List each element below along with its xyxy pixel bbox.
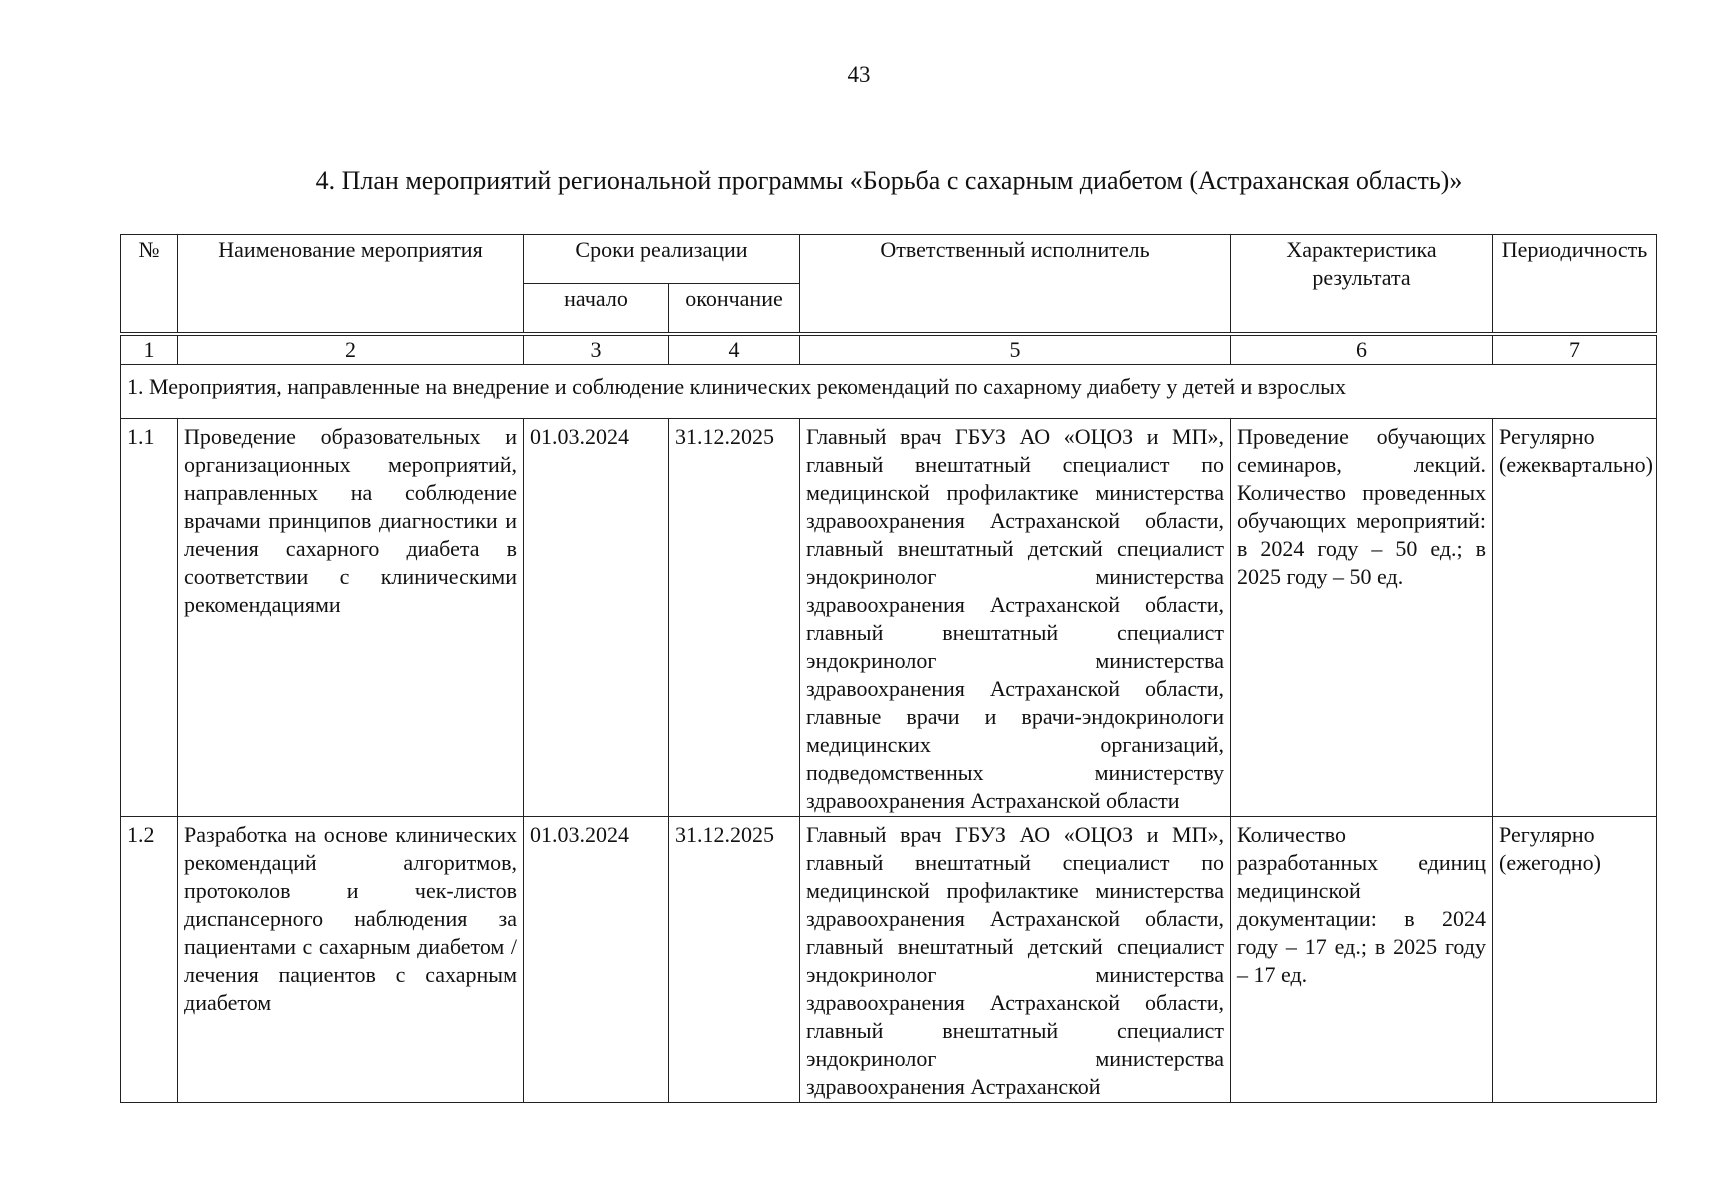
row-periodicity: Регулярно (ежеквартально) (1493, 419, 1657, 817)
column-number: 1 (121, 334, 178, 365)
row-periodicity: Регулярно (ежегодно) (1493, 817, 1657, 1103)
plan-table (120, 234, 1657, 1103)
column-number: 7 (1493, 334, 1657, 365)
page-number: 43 (847, 62, 871, 87)
header-name: Наименование мероприятия (178, 235, 524, 335)
column-number: 5 (800, 334, 1231, 365)
row-result: Количество разработанных единиц медицинской документации: в 2024 году – 17 ед.; в 2025 году – 17 ед. (1231, 817, 1493, 1103)
section-heading: 1. Мероприятия, направленные на внедрение и соблюдение клинических рекомендаций по сахарному диабету у детей и взрослых (121, 365, 1657, 419)
section-row (121, 365, 1657, 419)
column-number: 3 (524, 334, 669, 365)
row-end-date: 31.12.2025 (669, 817, 800, 1103)
row-start-date: 01.03.2024 (524, 419, 669, 817)
row-start-date: 01.03.2024 (524, 817, 669, 1103)
document-title: 4. План мероприятий региональной программы «Борьба с сахарным диабетом (Астраханская область)» (315, 166, 1463, 195)
header-timeline: Сроки реализации (524, 235, 800, 284)
table-row (121, 817, 1657, 1103)
header-responsible: Ответственный исполнитель (800, 235, 1231, 335)
row-name: Разработка на основе клинических рекомендаций алгоритмов, протоколов и чек-листов диспансерного наблюдения за пациентами с сахарным диабетом / лечения пациентов с сахарным диабетом (178, 817, 524, 1103)
header-start: начало (524, 284, 669, 335)
row-result: Проведение обучающих семинаров, лекций. Количество проведенных обучающих мероприятий: в 2024 году – 50 ед.; в 2025 году – 50 ед. (1231, 419, 1493, 817)
row-responsible: Главный врач ГБУЗ АО «ОЦОЗ и МП», главный внештатный специалист по медицинской профилактике министерства здравоохранения Астраханской области, главный внештатный детский специалист эндокринолог министерства здравоохранения Астраханской области, главный внештатный специалист эндокринолог министерства здравоохранения Астраханской области, главные врачи и врачи-эндокринологи медицинских организаций, подведомственных министерству здравоохранения Астраханской области (800, 419, 1231, 817)
header-periodicity (1493, 235, 1657, 335)
row-number: 1.1 (121, 419, 178, 817)
column-number: 2 (178, 334, 524, 365)
header-result (1231, 235, 1493, 335)
header-end: окончание (669, 284, 800, 335)
header-periodicity-text: Периодичность (1501, 237, 1648, 262)
header-result-text: Характеристика результата (1286, 237, 1437, 290)
column-number: 6 (1231, 334, 1493, 365)
column-numbers-row (121, 334, 1657, 365)
table-row (121, 419, 1657, 817)
row-end-date: 31.12.2025 (669, 419, 800, 817)
column-number: 4 (669, 334, 800, 365)
row-name: Проведение образовательных и организационных мероприятий, направленных на соблюдение врачами принципов диагностики и лечения сахарного диабета в соответствии с клиническими рекомендациями (178, 419, 524, 817)
row-responsible: Главный врач ГБУЗ АО «ОЦОЗ и МП», главный внештатный специалист по медицинской профилактике министерства здравоохранения Астраханской области, главный внештатный детский специалист эндокринолог министерства здравоохранения Астраханской области, главный внештатный специалист эндокринолог министерства здравоохранения Астраханской (800, 817, 1231, 1103)
row-number: 1.2 (121, 817, 178, 1103)
header-number: № (121, 235, 178, 335)
